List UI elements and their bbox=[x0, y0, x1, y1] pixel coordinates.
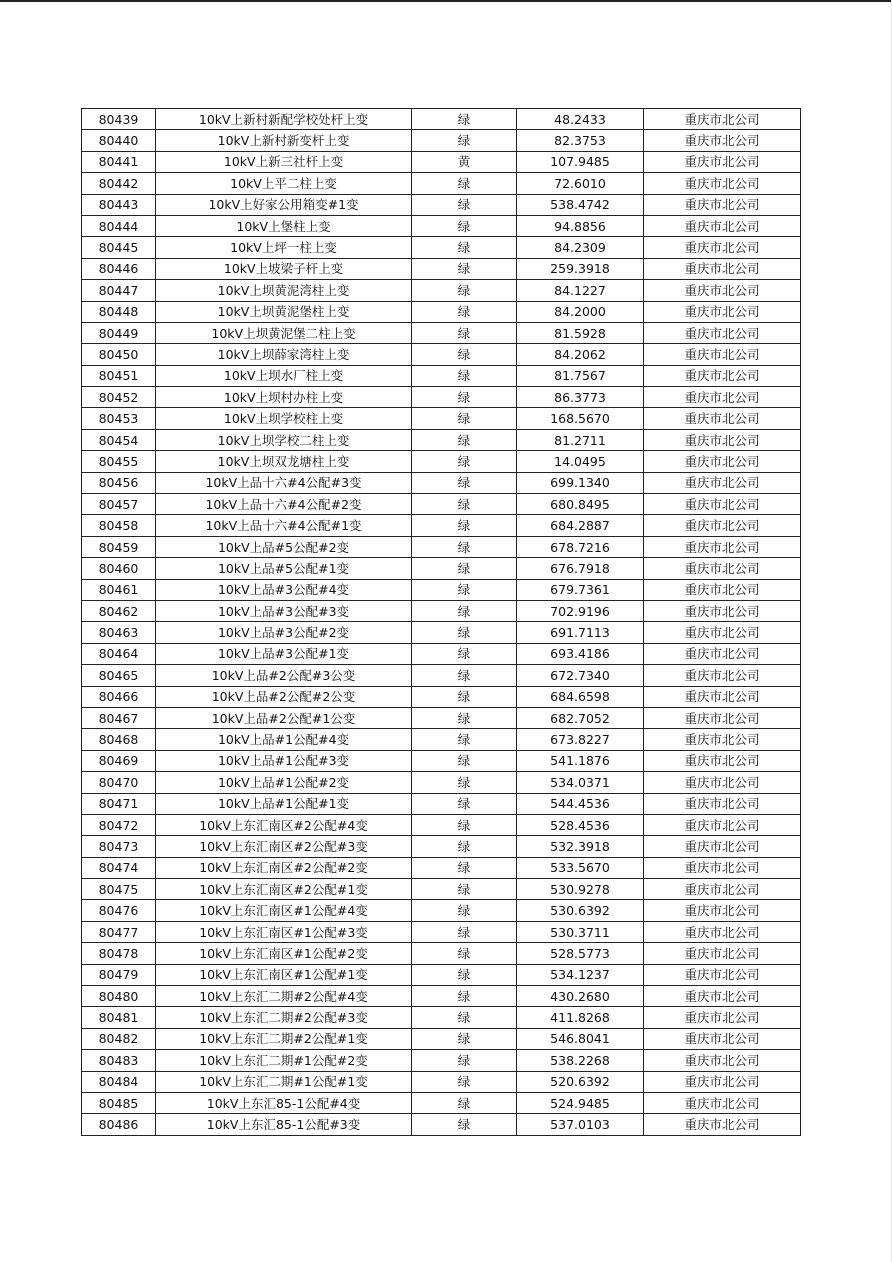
cell-value: 541.1876 bbox=[517, 750, 644, 771]
cell-id: 80439 bbox=[82, 109, 156, 130]
cell-value: 533.5670 bbox=[517, 857, 644, 878]
cell-name: 10kV上东汇南区#1公配#2变 bbox=[156, 943, 412, 964]
cell-status: 绿 bbox=[412, 472, 517, 493]
table-row bbox=[82, 900, 801, 921]
cell-name: 10kV上品#2公配#3公变 bbox=[156, 665, 412, 686]
cell-value: 82.3753 bbox=[517, 130, 644, 151]
table-row bbox=[82, 836, 801, 857]
cell-name: 10kV上东汇二期#2公配#1变 bbox=[156, 1028, 412, 1049]
cell-status: 黄 bbox=[412, 151, 517, 172]
cell-id: 80461 bbox=[82, 579, 156, 600]
cell-status: 绿 bbox=[412, 387, 517, 408]
cell-status: 绿 bbox=[412, 879, 517, 900]
cell-status: 绿 bbox=[412, 515, 517, 536]
cell-status: 绿 bbox=[412, 258, 517, 279]
cell-org: 重庆市北公司 bbox=[644, 986, 801, 1007]
cell-org: 重庆市北公司 bbox=[644, 579, 801, 600]
cell-name: 10kV上东汇二期#1公配#2变 bbox=[156, 1050, 412, 1071]
cell-org: 重庆市北公司 bbox=[644, 836, 801, 857]
cell-status: 绿 bbox=[412, 836, 517, 857]
cell-value: 81.7567 bbox=[517, 365, 644, 386]
cell-name: 10kV上品#3公配#3变 bbox=[156, 600, 412, 621]
cell-id: 80458 bbox=[82, 515, 156, 536]
cell-name: 10kV上坝黄泥湾柱上变 bbox=[156, 280, 412, 301]
table-row bbox=[82, 515, 801, 536]
cell-id: 80460 bbox=[82, 558, 156, 579]
cell-id: 80450 bbox=[82, 344, 156, 365]
cell-id: 80479 bbox=[82, 964, 156, 985]
table-row bbox=[82, 814, 801, 835]
cell-name: 10kV上品十六#4公配#1变 bbox=[156, 515, 412, 536]
cell-value: 538.4742 bbox=[517, 194, 644, 215]
cell-status: 绿 bbox=[412, 772, 517, 793]
cell-name: 10kV上品#3公配#4变 bbox=[156, 579, 412, 600]
cell-value: 678.7216 bbox=[517, 536, 644, 557]
cell-org: 重庆市北公司 bbox=[644, 515, 801, 536]
cell-value: 684.6598 bbox=[517, 686, 644, 707]
cell-name: 10kV上坝学校柱上变 bbox=[156, 408, 412, 429]
cell-id: 80477 bbox=[82, 921, 156, 942]
cell-id: 80442 bbox=[82, 173, 156, 194]
table-row bbox=[82, 665, 801, 686]
table-row bbox=[82, 215, 801, 236]
cell-org: 重庆市北公司 bbox=[644, 194, 801, 215]
cell-org: 重庆市北公司 bbox=[644, 857, 801, 878]
cell-id: 80455 bbox=[82, 451, 156, 472]
cell-value: 411.8268 bbox=[517, 1007, 644, 1028]
cell-org: 重庆市北公司 bbox=[644, 1092, 801, 1113]
cell-value: 84.2062 bbox=[517, 344, 644, 365]
cell-value: 528.4536 bbox=[517, 814, 644, 835]
cell-id: 80471 bbox=[82, 793, 156, 814]
cell-name: 10kV上东汇南区#2公配#4变 bbox=[156, 814, 412, 835]
table-row bbox=[82, 921, 801, 942]
cell-name: 10kV上坡梁子杆上变 bbox=[156, 258, 412, 279]
cell-name: 10kV上坝黄泥堡二柱上变 bbox=[156, 322, 412, 343]
cell-value: 676.7918 bbox=[517, 558, 644, 579]
cell-status: 绿 bbox=[412, 1071, 517, 1092]
cell-status: 绿 bbox=[412, 408, 517, 429]
cell-status: 绿 bbox=[412, 1028, 517, 1049]
cell-status: 绿 bbox=[412, 536, 517, 557]
cell-value: 81.2711 bbox=[517, 429, 644, 450]
table-body bbox=[82, 109, 801, 1136]
cell-org: 重庆市北公司 bbox=[644, 280, 801, 301]
table-row bbox=[82, 472, 801, 493]
cell-status: 绿 bbox=[412, 365, 517, 386]
cell-value: 702.9196 bbox=[517, 600, 644, 621]
cell-id: 80446 bbox=[82, 258, 156, 279]
table-row bbox=[82, 750, 801, 771]
cell-value: 530.3711 bbox=[517, 921, 644, 942]
table-row bbox=[82, 258, 801, 279]
table-row bbox=[82, 857, 801, 878]
cell-org: 重庆市北公司 bbox=[644, 558, 801, 579]
cell-org: 重庆市北公司 bbox=[644, 322, 801, 343]
cell-name: 10kV上品十六#4公配#3变 bbox=[156, 472, 412, 493]
cell-id: 80454 bbox=[82, 429, 156, 450]
cell-value: 682.7052 bbox=[517, 707, 644, 728]
cell-id: 80467 bbox=[82, 707, 156, 728]
cell-status: 绿 bbox=[412, 622, 517, 643]
cell-org: 重庆市北公司 bbox=[644, 622, 801, 643]
cell-id: 80459 bbox=[82, 536, 156, 557]
cell-org: 重庆市北公司 bbox=[644, 173, 801, 194]
table-row bbox=[82, 707, 801, 728]
cell-value: 430.2680 bbox=[517, 986, 644, 1007]
cell-name: 10kV上坝学校二柱上变 bbox=[156, 429, 412, 450]
transformer-table bbox=[81, 108, 801, 1136]
table-row bbox=[82, 879, 801, 900]
cell-name: 10kV上品#1公配#4变 bbox=[156, 729, 412, 750]
cell-id: 80468 bbox=[82, 729, 156, 750]
table-row bbox=[82, 643, 801, 664]
table-row bbox=[82, 173, 801, 194]
cell-id: 80462 bbox=[82, 600, 156, 621]
cell-value: 538.2268 bbox=[517, 1050, 644, 1071]
cell-name: 10kV上东汇南区#1公配#3变 bbox=[156, 921, 412, 942]
cell-status: 绿 bbox=[412, 750, 517, 771]
cell-name: 10kV上品#5公配#1变 bbox=[156, 558, 412, 579]
table-row bbox=[82, 194, 801, 215]
cell-name: 10kV上东汇南区#2公配#3变 bbox=[156, 836, 412, 857]
cell-org: 重庆市北公司 bbox=[644, 494, 801, 515]
cell-value: 81.5928 bbox=[517, 322, 644, 343]
cell-id: 80440 bbox=[82, 130, 156, 151]
cell-id: 80483 bbox=[82, 1050, 156, 1071]
table-row bbox=[82, 494, 801, 515]
table-row bbox=[82, 772, 801, 793]
cell-name: 10kV上坝双龙塘柱上变 bbox=[156, 451, 412, 472]
cell-status: 绿 bbox=[412, 814, 517, 835]
cell-status: 绿 bbox=[412, 429, 517, 450]
cell-name: 10kV上品#3公配#1变 bbox=[156, 643, 412, 664]
cell-org: 重庆市北公司 bbox=[644, 109, 801, 130]
cell-status: 绿 bbox=[412, 921, 517, 942]
cell-id: 80451 bbox=[82, 365, 156, 386]
cell-status: 绿 bbox=[412, 494, 517, 515]
table-row bbox=[82, 1092, 801, 1113]
cell-id: 80485 bbox=[82, 1092, 156, 1113]
cell-value: 699.1340 bbox=[517, 472, 644, 493]
cell-status: 绿 bbox=[412, 793, 517, 814]
table-row bbox=[82, 1028, 801, 1049]
cell-org: 重庆市北公司 bbox=[644, 643, 801, 664]
cell-name: 10kV上品#1公配#1变 bbox=[156, 793, 412, 814]
cell-name: 10kV上东汇南区#1公配#4变 bbox=[156, 900, 412, 921]
table-row bbox=[82, 365, 801, 386]
cell-org: 重庆市北公司 bbox=[644, 686, 801, 707]
cell-org: 重庆市北公司 bbox=[644, 964, 801, 985]
cell-status: 绿 bbox=[412, 344, 517, 365]
cell-id: 80478 bbox=[82, 943, 156, 964]
cell-name: 10kV上品#5公配#2变 bbox=[156, 536, 412, 557]
cell-org: 重庆市北公司 bbox=[644, 1028, 801, 1049]
cell-status: 绿 bbox=[412, 729, 517, 750]
cell-status: 绿 bbox=[412, 1050, 517, 1071]
cell-value: 259.3918 bbox=[517, 258, 644, 279]
cell-org: 重庆市北公司 bbox=[644, 900, 801, 921]
cell-org: 重庆市北公司 bbox=[644, 215, 801, 236]
cell-org: 重庆市北公司 bbox=[644, 387, 801, 408]
cell-id: 80486 bbox=[82, 1114, 156, 1135]
cell-id: 80482 bbox=[82, 1028, 156, 1049]
cell-id: 80449 bbox=[82, 322, 156, 343]
cell-value: 94.8856 bbox=[517, 215, 644, 236]
cell-name: 10kV上东汇85-1公配#3变 bbox=[156, 1114, 412, 1135]
cell-org: 重庆市北公司 bbox=[644, 237, 801, 258]
table-row bbox=[82, 536, 801, 557]
cell-value: 544.4536 bbox=[517, 793, 644, 814]
table-row bbox=[82, 387, 801, 408]
cell-org: 重庆市北公司 bbox=[644, 151, 801, 172]
cell-value: 48.2433 bbox=[517, 109, 644, 130]
cell-value: 691.7113 bbox=[517, 622, 644, 643]
cell-id: 80441 bbox=[82, 151, 156, 172]
cell-name: 10kV上坝村办柱上变 bbox=[156, 387, 412, 408]
cell-id: 80481 bbox=[82, 1007, 156, 1028]
cell-status: 绿 bbox=[412, 665, 517, 686]
cell-org: 重庆市北公司 bbox=[644, 258, 801, 279]
cell-status: 绿 bbox=[412, 579, 517, 600]
cell-value: 680.8495 bbox=[517, 494, 644, 515]
cell-org: 重庆市北公司 bbox=[644, 707, 801, 728]
cell-name: 10kV上东汇二期#2公配#4变 bbox=[156, 986, 412, 1007]
table-row bbox=[82, 429, 801, 450]
cell-org: 重庆市北公司 bbox=[644, 130, 801, 151]
cell-status: 绿 bbox=[412, 964, 517, 985]
cell-name: 10kV上品#1公配#2变 bbox=[156, 772, 412, 793]
cell-org: 重庆市北公司 bbox=[644, 665, 801, 686]
cell-org: 重庆市北公司 bbox=[644, 943, 801, 964]
cell-org: 重庆市北公司 bbox=[644, 365, 801, 386]
cell-status: 绿 bbox=[412, 707, 517, 728]
cell-name: 10kV上东汇二期#1公配#1变 bbox=[156, 1071, 412, 1092]
cell-name: 10kV上品十六#4公配#2变 bbox=[156, 494, 412, 515]
table-row bbox=[82, 964, 801, 985]
cell-value: 84.1227 bbox=[517, 280, 644, 301]
cell-value: 14.0495 bbox=[517, 451, 644, 472]
cell-status: 绿 bbox=[412, 130, 517, 151]
cell-org: 重庆市北公司 bbox=[644, 408, 801, 429]
table-row bbox=[82, 558, 801, 579]
cell-org: 重庆市北公司 bbox=[644, 793, 801, 814]
cell-value: 520.6392 bbox=[517, 1071, 644, 1092]
cell-status: 绿 bbox=[412, 194, 517, 215]
cell-value: 534.1237 bbox=[517, 964, 644, 985]
cell-name: 10kV上品#3公配#2变 bbox=[156, 622, 412, 643]
cell-org: 重庆市北公司 bbox=[644, 729, 801, 750]
cell-org: 重庆市北公司 bbox=[644, 1071, 801, 1092]
cell-org: 重庆市北公司 bbox=[644, 429, 801, 450]
cell-id: 80480 bbox=[82, 986, 156, 1007]
cell-id: 80475 bbox=[82, 879, 156, 900]
cell-id: 80474 bbox=[82, 857, 156, 878]
cell-name: 10kV上好家公用箱变#1变 bbox=[156, 194, 412, 215]
cell-id: 80464 bbox=[82, 643, 156, 664]
table-row bbox=[82, 943, 801, 964]
cell-value: 84.2309 bbox=[517, 237, 644, 258]
table-row bbox=[82, 1050, 801, 1071]
cell-org: 重庆市北公司 bbox=[644, 472, 801, 493]
cell-status: 绿 bbox=[412, 109, 517, 130]
cell-name: 10kV上品#2公配#2公变 bbox=[156, 686, 412, 707]
table-row bbox=[82, 1007, 801, 1028]
cell-name: 10kV上东汇85-1公配#4变 bbox=[156, 1092, 412, 1113]
cell-name: 10kV上品#1公配#3变 bbox=[156, 750, 412, 771]
cell-name: 10kV上坪一柱上变 bbox=[156, 237, 412, 258]
cell-org: 重庆市北公司 bbox=[644, 1114, 801, 1135]
cell-org: 重庆市北公司 bbox=[644, 772, 801, 793]
cell-name: 10kV上坝水厂柱上变 bbox=[156, 365, 412, 386]
cell-status: 绿 bbox=[412, 301, 517, 322]
cell-name: 10kV上东汇南区#2公配#1变 bbox=[156, 879, 412, 900]
cell-name: 10kV上新村新配学校处杆上变 bbox=[156, 109, 412, 130]
cell-org: 重庆市北公司 bbox=[644, 301, 801, 322]
table-row bbox=[82, 109, 801, 130]
cell-status: 绿 bbox=[412, 451, 517, 472]
cell-value: 84.2000 bbox=[517, 301, 644, 322]
cell-status: 绿 bbox=[412, 857, 517, 878]
cell-value: 534.0371 bbox=[517, 772, 644, 793]
table-row bbox=[82, 1071, 801, 1092]
cell-name: 10kV上坝黄泥堡柱上变 bbox=[156, 301, 412, 322]
table-row bbox=[82, 344, 801, 365]
cell-id: 80476 bbox=[82, 900, 156, 921]
cell-value: 524.9485 bbox=[517, 1092, 644, 1113]
cell-status: 绿 bbox=[412, 986, 517, 1007]
cell-name: 10kV上平二柱上变 bbox=[156, 173, 412, 194]
cell-name: 10kV上堡柱上变 bbox=[156, 215, 412, 236]
cell-org: 重庆市北公司 bbox=[644, 1050, 801, 1071]
cell-status: 绿 bbox=[412, 643, 517, 664]
cell-value: 537.0103 bbox=[517, 1114, 644, 1135]
cell-value: 684.2887 bbox=[517, 515, 644, 536]
cell-id: 80470 bbox=[82, 772, 156, 793]
table-row bbox=[82, 280, 801, 301]
cell-status: 绿 bbox=[412, 237, 517, 258]
cell-id: 80445 bbox=[82, 237, 156, 258]
cell-org: 重庆市北公司 bbox=[644, 600, 801, 621]
table-row bbox=[82, 793, 801, 814]
cell-value: 530.6392 bbox=[517, 900, 644, 921]
cell-value: 528.5773 bbox=[517, 943, 644, 964]
cell-status: 绿 bbox=[412, 1092, 517, 1113]
table-row bbox=[82, 1114, 801, 1135]
cell-id: 80469 bbox=[82, 750, 156, 771]
cell-status: 绿 bbox=[412, 1114, 517, 1135]
cell-id: 80456 bbox=[82, 472, 156, 493]
cell-id: 80463 bbox=[82, 622, 156, 643]
cell-id: 80465 bbox=[82, 665, 156, 686]
table-row bbox=[82, 686, 801, 707]
cell-id: 80484 bbox=[82, 1071, 156, 1092]
table-row bbox=[82, 622, 801, 643]
table-row bbox=[82, 408, 801, 429]
cell-org: 重庆市北公司 bbox=[644, 1007, 801, 1028]
cell-status: 绿 bbox=[412, 280, 517, 301]
table-row bbox=[82, 151, 801, 172]
cell-id: 80448 bbox=[82, 301, 156, 322]
cell-id: 80472 bbox=[82, 814, 156, 835]
cell-status: 绿 bbox=[412, 215, 517, 236]
cell-value: 72.6010 bbox=[517, 173, 644, 194]
cell-name: 10kV上东汇南区#2公配#2变 bbox=[156, 857, 412, 878]
cell-org: 重庆市北公司 bbox=[644, 879, 801, 900]
cell-org: 重庆市北公司 bbox=[644, 451, 801, 472]
cell-id: 80466 bbox=[82, 686, 156, 707]
cell-id: 80444 bbox=[82, 215, 156, 236]
page-top-border bbox=[0, 0, 892, 2]
cell-name: 10kV上东汇二期#2公配#3变 bbox=[156, 1007, 412, 1028]
cell-value: 673.8227 bbox=[517, 729, 644, 750]
cell-name: 10kV上新村新变杆上变 bbox=[156, 130, 412, 151]
cell-org: 重庆市北公司 bbox=[644, 921, 801, 942]
table-row bbox=[82, 322, 801, 343]
cell-value: 86.3773 bbox=[517, 387, 644, 408]
table-row bbox=[82, 579, 801, 600]
cell-status: 绿 bbox=[412, 1007, 517, 1028]
cell-status: 绿 bbox=[412, 686, 517, 707]
cell-value: 530.9278 bbox=[517, 879, 644, 900]
cell-id: 80452 bbox=[82, 387, 156, 408]
cell-org: 重庆市北公司 bbox=[644, 536, 801, 557]
cell-name: 10kV上品#2公配#1公变 bbox=[156, 707, 412, 728]
cell-org: 重庆市北公司 bbox=[644, 344, 801, 365]
cell-status: 绿 bbox=[412, 900, 517, 921]
cell-value: 168.5670 bbox=[517, 408, 644, 429]
table-row bbox=[82, 301, 801, 322]
cell-name: 10kV上新三社杆上变 bbox=[156, 151, 412, 172]
cell-value: 693.4186 bbox=[517, 643, 644, 664]
table-row bbox=[82, 729, 801, 750]
table-row bbox=[82, 986, 801, 1007]
cell-value: 672.7340 bbox=[517, 665, 644, 686]
cell-status: 绿 bbox=[412, 600, 517, 621]
table-row bbox=[82, 130, 801, 151]
cell-status: 绿 bbox=[412, 173, 517, 194]
cell-status: 绿 bbox=[412, 558, 517, 579]
cell-org: 重庆市北公司 bbox=[644, 750, 801, 771]
table-row bbox=[82, 600, 801, 621]
cell-org: 重庆市北公司 bbox=[644, 814, 801, 835]
cell-value: 532.3918 bbox=[517, 836, 644, 857]
cell-value: 107.9485 bbox=[517, 151, 644, 172]
table-row bbox=[82, 451, 801, 472]
cell-id: 80473 bbox=[82, 836, 156, 857]
table-row bbox=[82, 237, 801, 258]
cell-name: 10kV上坝薛家湾柱上变 bbox=[156, 344, 412, 365]
cell-value: 546.8041 bbox=[517, 1028, 644, 1049]
cell-id: 80447 bbox=[82, 280, 156, 301]
cell-value: 679.7361 bbox=[517, 579, 644, 600]
cell-name: 10kV上东汇南区#1公配#1变 bbox=[156, 964, 412, 985]
cell-id: 80453 bbox=[82, 408, 156, 429]
cell-status: 绿 bbox=[412, 943, 517, 964]
cell-id: 80443 bbox=[82, 194, 156, 215]
cell-status: 绿 bbox=[412, 322, 517, 343]
cell-id: 80457 bbox=[82, 494, 156, 515]
